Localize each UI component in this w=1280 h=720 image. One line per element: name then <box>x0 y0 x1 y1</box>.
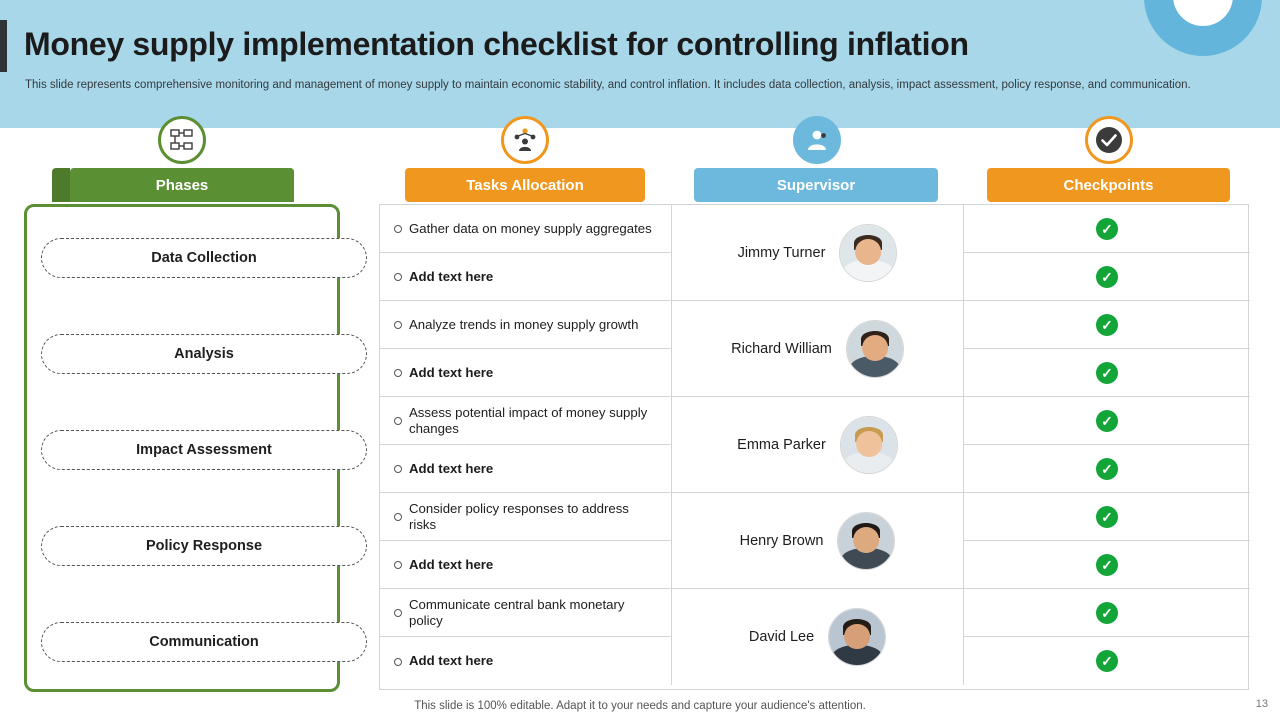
task-cell[interactable] <box>380 541 672 589</box>
sitemap-icon <box>158 116 206 164</box>
phases-tab-left-shoulder <box>52 168 70 202</box>
bullet-icon <box>394 369 402 377</box>
check-icon: ✓ <box>1096 266 1118 288</box>
check-icon: ✓ <box>1096 650 1118 672</box>
bullet-icon <box>394 513 402 521</box>
phase-item-1[interactable] <box>41 238 367 278</box>
task-text: Add text here <box>409 460 494 476</box>
slide-header <box>0 0 1280 128</box>
column-header-supervisor: Supervisor <box>694 168 938 202</box>
table-row <box>380 397 1250 493</box>
table-row <box>380 493 1250 589</box>
checkpoint-cell[interactable] <box>964 205 1250 253</box>
checklist-table <box>379 204 1249 690</box>
check-circle-icon <box>1085 116 1133 164</box>
bullet-icon <box>394 658 402 666</box>
phase-label: Communication <box>149 634 259 650</box>
task-cell[interactable] <box>380 205 672 253</box>
task-cell[interactable] <box>380 589 672 637</box>
network-people-icon <box>501 116 549 164</box>
task-text: Assess potential impact of money supply changes <box>409 404 648 436</box>
task-text: Add text here <box>409 268 494 284</box>
person-badge-icon <box>793 116 841 164</box>
task-cell[interactable] <box>380 349 672 397</box>
bullet-icon <box>394 225 402 233</box>
check-icon: ✓ <box>1096 506 1118 528</box>
column-header-tasks: Tasks Allocation <box>405 168 645 202</box>
task-cell[interactable] <box>380 445 672 493</box>
task-text: Add text here <box>409 653 494 668</box>
task-cell[interactable] <box>380 397 672 445</box>
checkpoint-cell[interactable] <box>964 301 1250 349</box>
column-header-phases: Phases <box>70 168 294 202</box>
avatar <box>828 608 886 666</box>
page-subtitle: This slide represents comprehensive monitoring and management of money supply to maintain economic stability, and control inflation. It includes data collection, analysis, impact assessment, policy response, and communication. <box>25 79 1191 91</box>
task-cell[interactable] <box>380 301 672 349</box>
check-icon: ✓ <box>1096 410 1118 432</box>
checkpoint-cell[interactable] <box>964 541 1250 589</box>
task-text: Communicate central bank monetary policy <box>409 596 625 628</box>
column-header-checkpoints: Checkpoints <box>987 168 1230 202</box>
table-row <box>380 205 1250 301</box>
check-icon: ✓ <box>1096 362 1118 384</box>
checkpoint-cell[interactable] <box>964 637 1250 685</box>
task-text: Analyze trends in money supply growth <box>409 316 639 332</box>
check-icon: ✓ <box>1096 314 1118 336</box>
task-cell[interactable] <box>380 637 672 685</box>
footer-note: This slide is 100% editable. Adapt it to your needs and capture your audience's attention. <box>414 700 866 712</box>
avatar <box>840 416 898 474</box>
phase-item-5[interactable] <box>41 622 367 662</box>
phase-item-2[interactable] <box>41 334 367 374</box>
avatar <box>846 320 904 378</box>
supervisor-cell <box>672 301 964 397</box>
title-accent-bar <box>0 20 7 72</box>
phase-item-3[interactable] <box>41 430 367 470</box>
supervisor-cell <box>672 493 964 589</box>
table-row <box>380 301 1250 397</box>
phase-label: Impact Assessment <box>136 442 272 458</box>
avatar <box>837 512 895 570</box>
page-number: 13 <box>1255 698 1268 710</box>
phase-item-4[interactable] <box>41 526 367 566</box>
bullet-icon <box>394 465 402 473</box>
phases-panel <box>24 204 340 692</box>
bullet-icon <box>394 561 402 569</box>
checkpoint-cell[interactable] <box>964 445 1250 493</box>
supervisor-cell <box>672 205 964 301</box>
supervisor-name: David Lee <box>748 629 815 645</box>
task-text: Add text here <box>409 556 494 572</box>
task-text: Gather data on money supply aggregates <box>409 220 652 236</box>
phase-label: Analysis <box>174 346 234 362</box>
checkpoint-cell[interactable] <box>964 349 1250 397</box>
supervisor-cell <box>672 397 964 493</box>
checkpoint-cell[interactable] <box>964 397 1250 445</box>
bullet-icon <box>394 417 402 425</box>
supervisor-name: Henry Brown <box>739 532 824 549</box>
phase-label: Data Collection <box>151 250 257 266</box>
supervisor-name: Emma Parker <box>737 436 826 453</box>
checkpoint-cell[interactable] <box>964 493 1250 541</box>
page-title: Money supply implementation checklist for controlling inflation <box>24 26 969 62</box>
checkpoint-cell[interactable] <box>964 589 1250 637</box>
supervisor-name: Richard William <box>731 340 832 357</box>
task-cell[interactable] <box>380 493 672 541</box>
check-icon: ✓ <box>1096 602 1118 624</box>
check-icon: ✓ <box>1096 458 1118 480</box>
phase-label: Policy Response <box>145 538 263 554</box>
task-text: Consider policy responses to address risks <box>409 500 629 532</box>
table-row <box>380 589 1250 685</box>
task-text: Add text here <box>409 364 494 380</box>
bullet-icon <box>394 321 402 329</box>
bullet-icon <box>394 609 402 617</box>
checkpoint-cell[interactable] <box>964 253 1250 301</box>
supervisor-name: Jimmy Turner <box>737 244 826 261</box>
task-cell[interactable] <box>380 253 672 301</box>
avatar <box>839 224 897 282</box>
bullet-icon <box>394 273 402 281</box>
check-icon: ✓ <box>1096 554 1118 576</box>
check-icon: ✓ <box>1096 218 1118 240</box>
supervisor-cell <box>672 589 964 685</box>
